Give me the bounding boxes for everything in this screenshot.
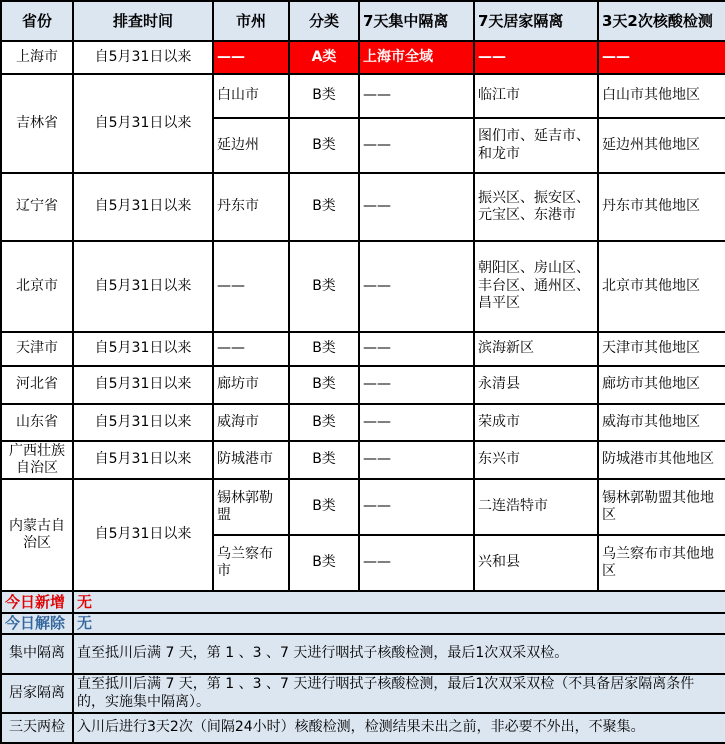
- city-cell: ——: [213, 41, 289, 74]
- time-cell: 自5月31日以来: [73, 241, 213, 332]
- table-row: [1, 74, 725, 118]
- today-release-label: 今日解除: [1, 613, 73, 634]
- note-row: [1, 674, 725, 713]
- note-label: 居家隔离: [1, 674, 73, 713]
- note-text: 直至抵川后满 7 天，第 1 、3 、7 天进行咽拭子核酸检测，最后1次双采双检（不具备居家隔离条件的，实施集中隔离）。: [73, 674, 725, 713]
- table-row: [1, 441, 725, 479]
- nucleic-test-cell: 北京市其他地区: [598, 241, 725, 332]
- central-quarantine-cell: ——: [359, 535, 474, 591]
- central-quarantine-cell: ——: [359, 441, 474, 479]
- province-cell: 河北省: [1, 366, 73, 404]
- city-cell: 威海市: [213, 404, 289, 441]
- nucleic-test-cell: 延边州其他地区: [598, 118, 725, 173]
- class-cell: B类: [289, 366, 359, 404]
- table-row: [1, 332, 725, 366]
- class-cell: B类: [289, 441, 359, 479]
- note-label: 集中隔离: [1, 634, 73, 674]
- central-quarantine-cell: ——: [359, 404, 474, 441]
- province-cell: 天津市: [1, 332, 73, 366]
- nucleic-test-cell: 乌兰察布市其他地区: [598, 535, 725, 591]
- header-cell: 市州: [213, 1, 289, 41]
- table-row: [1, 41, 725, 74]
- header-row: [1, 1, 725, 41]
- nucleic-test-cell: 威海市其他地区: [598, 404, 725, 441]
- central-quarantine-cell: ——: [359, 118, 474, 173]
- note-text: 直至抵川后满 7 天，第 1 、3 、7 天进行咽拭子核酸检测，最后1次双采双检。: [73, 634, 725, 674]
- class-cell: B类: [289, 332, 359, 366]
- note-row: [1, 634, 725, 674]
- city-cell: ——: [213, 241, 289, 332]
- header-cell: 3天2次核酸检测: [598, 1, 725, 41]
- header-cell: 省份: [1, 1, 73, 41]
- home-quarantine-cell: 二连浩特市: [474, 479, 598, 535]
- home-quarantine-cell: 振兴区、振安区、元宝区、东港市: [474, 173, 598, 241]
- province-cell: 吉林省: [1, 74, 73, 173]
- today-new-value: 无: [73, 591, 725, 613]
- class-cell: B类: [289, 404, 359, 441]
- time-cell: 自5月31日以来: [73, 404, 213, 441]
- class-cell: B类: [289, 241, 359, 332]
- central-quarantine-cell: ——: [359, 241, 474, 332]
- home-quarantine-cell: 图们市、延吉市、和龙市: [474, 118, 598, 173]
- central-quarantine-cell: ——: [359, 173, 474, 241]
- policy-table-header: [1, 1, 725, 41]
- class-cell: B类: [289, 173, 359, 241]
- header-cell: 分类: [289, 1, 359, 41]
- today-release-row: [1, 613, 725, 634]
- province-cell: 北京市: [1, 241, 73, 332]
- city-cell: ——: [213, 332, 289, 366]
- province-cell: 山东省: [1, 404, 73, 441]
- today-new-row: [1, 591, 725, 613]
- nucleic-test-cell: ——: [598, 41, 725, 74]
- home-quarantine-cell: 滨海新区: [474, 332, 598, 366]
- city-cell: 乌兰察布市: [213, 535, 289, 591]
- central-quarantine-cell: ——: [359, 74, 474, 118]
- today-new-label: 今日新增: [1, 591, 73, 613]
- home-quarantine-cell: 临江市: [474, 74, 598, 118]
- time-cell: 自5月31日以来: [73, 479, 213, 591]
- city-cell: 延边州: [213, 118, 289, 173]
- note-text: 入川后进行3天2次（间隔24小时）核酸检测，检测结果未出之前，非必要不外出，不聚集。: [73, 713, 725, 743]
- note-row: [1, 713, 725, 743]
- central-quarantine-cell: ——: [359, 366, 474, 404]
- central-quarantine-cell: 上海市全域: [359, 41, 474, 74]
- nucleic-test-cell: 丹东市其他地区: [598, 173, 725, 241]
- central-quarantine-cell: ——: [359, 332, 474, 366]
- header-cell: 排查时间: [73, 1, 213, 41]
- header-cell: 7天集中隔离: [359, 1, 474, 41]
- nucleic-test-cell: 天津市其他地区: [598, 332, 725, 366]
- class-cell: A类: [289, 41, 359, 74]
- city-cell: 防城港市: [213, 441, 289, 479]
- home-quarantine-cell: 东兴市: [474, 441, 598, 479]
- province-cell: 上海市: [1, 41, 73, 74]
- nucleic-test-cell: 锡林郭勒盟其他地区: [598, 479, 725, 535]
- city-cell: 白山市: [213, 74, 289, 118]
- note-label: 三天两检: [1, 713, 73, 743]
- table-row: [1, 479, 725, 535]
- policy-table-body: [1, 41, 725, 743]
- province-cell: 广西壮族自治区: [1, 441, 73, 479]
- time-cell: 自5月31日以来: [73, 173, 213, 241]
- city-cell: 廊坊市: [213, 366, 289, 404]
- table-row: [1, 404, 725, 441]
- class-cell: B类: [289, 118, 359, 173]
- table-row: [1, 241, 725, 332]
- table-row: [1, 173, 725, 241]
- nucleic-test-cell: 廊坊市其他地区: [598, 366, 725, 404]
- class-cell: B类: [289, 479, 359, 535]
- today-release-value: 无: [73, 613, 725, 634]
- time-cell: 自5月31日以来: [73, 366, 213, 404]
- home-quarantine-cell: ——: [474, 41, 598, 74]
- home-quarantine-cell: 兴和县: [474, 535, 598, 591]
- time-cell: 自5月31日以来: [73, 332, 213, 366]
- time-cell: 自5月31日以来: [73, 41, 213, 74]
- time-cell: 自5月31日以来: [73, 74, 213, 173]
- province-cell: 内蒙古自治区: [1, 479, 73, 591]
- nucleic-test-cell: 白山市其他地区: [598, 74, 725, 118]
- time-cell: 自5月31日以来: [73, 441, 213, 479]
- class-cell: B类: [289, 535, 359, 591]
- class-cell: B类: [289, 74, 359, 118]
- city-cell: 丹东市: [213, 173, 289, 241]
- header-cell: 7天居家隔离: [474, 1, 598, 41]
- table-row: [1, 366, 725, 404]
- home-quarantine-cell: 永清县: [474, 366, 598, 404]
- nucleic-test-cell: 防城港市其他地区: [598, 441, 725, 479]
- city-cell: 锡林郭勒盟: [213, 479, 289, 535]
- home-quarantine-cell: 荣成市: [474, 404, 598, 441]
- province-cell: 辽宁省: [1, 173, 73, 241]
- home-quarantine-cell: 朝阳区、房山区、丰台区、通州区、昌平区: [474, 241, 598, 332]
- central-quarantine-cell: ——: [359, 479, 474, 535]
